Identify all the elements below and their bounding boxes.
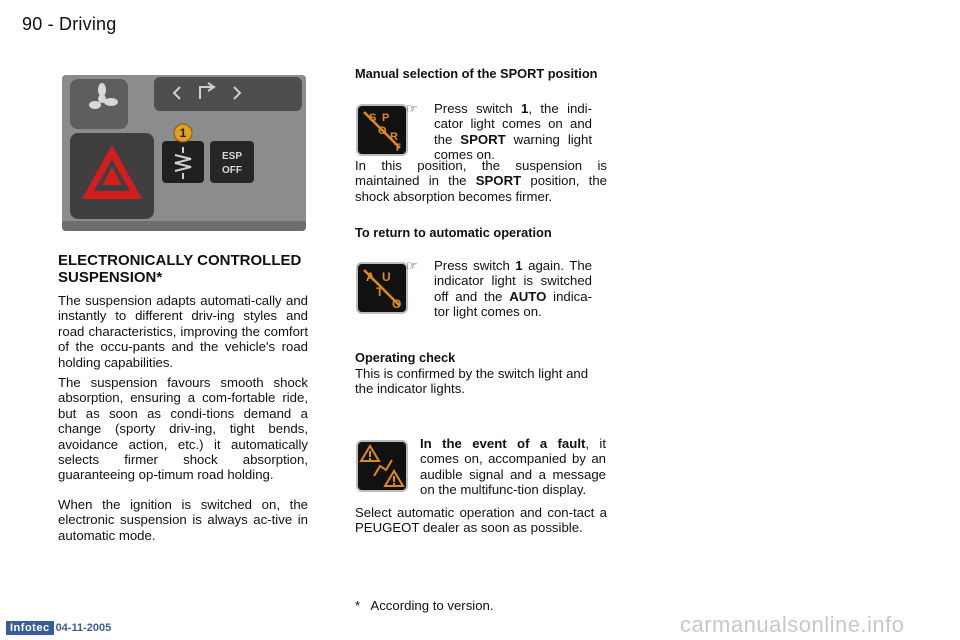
esp-label: ESP: [221, 151, 243, 162]
page-header: [22, 14, 116, 35]
section-heading: ELECTRONICALLY CONTROLLED SUSPENSION*: [58, 252, 302, 286]
check-paragraph: This is confirmed by the switch light and the indicator lights.: [355, 366, 589, 397]
pointer-icon: ☞: [406, 258, 418, 273]
footnote: [355, 598, 494, 613]
page-number: 90: [22, 14, 43, 34]
auto-heading: To return to automatic operation: [355, 225, 552, 240]
callout-number: 1: [179, 126, 187, 140]
sport-indicator-icon: [356, 104, 408, 156]
sport-instruction: ☞ Press switch 1, the indi-cator light comes on and the SPORT warning light comes on.: [406, 101, 593, 163]
off-label: OFF: [222, 165, 242, 176]
sport-letter: R: [390, 131, 398, 143]
auto-indicator-icon: [356, 262, 408, 314]
dashboard-photo: [62, 75, 306, 231]
dashboard-photo-drawing: [62, 75, 306, 231]
fault-warning-icon: [356, 440, 408, 492]
auto-letter: U: [382, 270, 391, 284]
sport-paragraph: In this position, the suspension is maintained in the SPORT position, the shock absorption becomes firmer.: [355, 158, 608, 204]
watermark: carmanualsonline.info: [680, 612, 905, 637]
pointer-icon: ☞: [406, 101, 418, 116]
auto-instruction: ☞ Press switch 1 again. The indicator light is switched off and the AUTO indica-tor light comes on.: [406, 258, 592, 320]
auto-letter: T: [376, 285, 384, 299]
footer: [6, 620, 111, 636]
print-date: 04-11-2005: [55, 622, 112, 634]
header-separator: -: [47, 14, 54, 34]
fault-instruction: In the event of a fault, it comes on, accompanied by an audible signal and a message on the multifunc-tion display.: [420, 436, 607, 498]
infotec-logo: Infotec: [6, 621, 54, 635]
fault-paragraph: Select automatic operation and con-tact a PEUGEOT dealer as soon as possible.: [355, 505, 607, 536]
sport-heading: Manual selection of the SPORT position: [355, 66, 598, 81]
footnote-text: According to version.: [370, 598, 494, 613]
auto-letter: A: [366, 270, 375, 284]
sport-letter: S: [369, 112, 377, 124]
footnote-marker: *: [355, 598, 361, 613]
sport-letter: T: [394, 142, 401, 154]
sport-letter: O: [378, 125, 387, 137]
intro-paragraph: The suspension adapts automati-cally and instantly to different driv-ing styles and road characteristics, improving the comfort of the occu-pants and the vehicle's road holding capabilities.: [58, 293, 308, 370]
auto-letter: O: [392, 297, 402, 311]
check-heading: Operating check: [355, 350, 456, 365]
shock-absorption-paragraph: The suspension favours smooth shock absorption, ensuring a com-fortable ride, but as soon as condi-tions demand a change (sporty driv-ing, tight bends, avoidance action, etc.) it automatically selects firmer shock absorption, guaranteeing op-timum road holding.: [58, 375, 308, 483]
sport-letter: P: [382, 112, 390, 124]
ignition-paragraph: When the ignition is switched on, the electronic suspension is always ac-tive in automatic mode.: [58, 496, 308, 543]
section-title: Driving: [59, 14, 117, 34]
left-column: [58, 252, 308, 548]
